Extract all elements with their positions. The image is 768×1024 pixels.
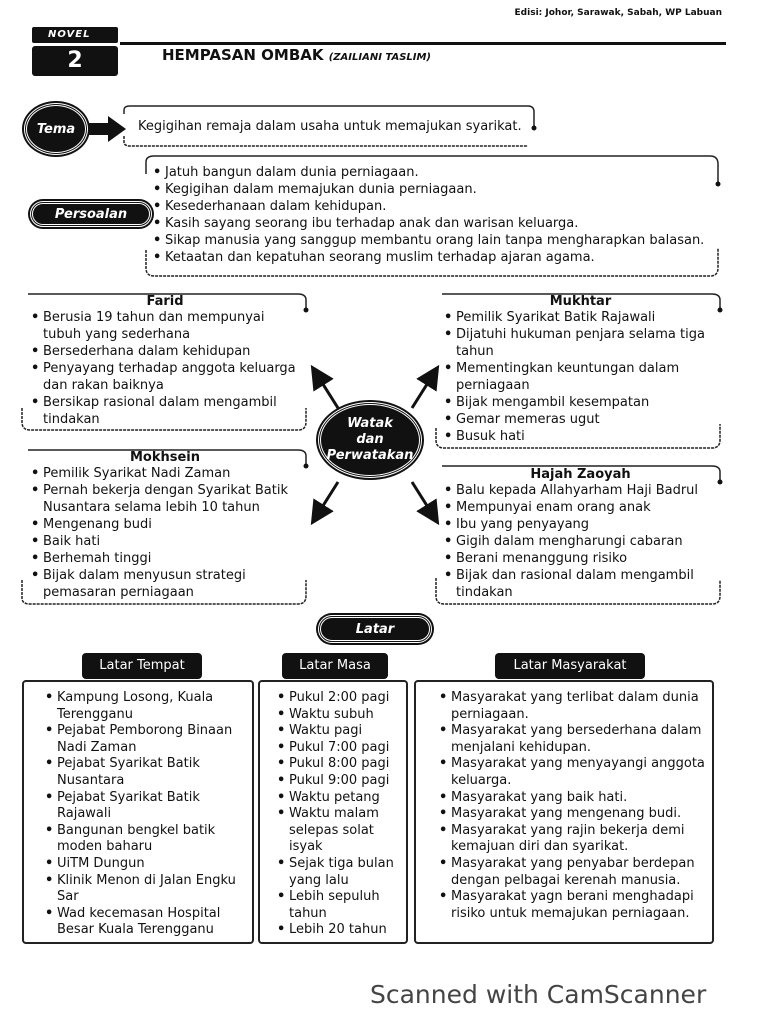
list-item: • Bijak mengambil kesempatan — [443, 394, 718, 411]
list-item: • Masyarakat yang penyabar berdepan dengan pelbagai kerenah manusia. — [438, 856, 708, 889]
list-item: • Wad kecemasan Hospital Besar Kuala Terengganu — [44, 906, 244, 939]
latar-tempat-list — [44, 690, 244, 939]
list-item: • Sikap manusia yang sanggup membantu orang lain tanpa mengharapkan balasan. — [152, 232, 704, 249]
novel-number: 2 — [32, 46, 118, 76]
latar-badge — [318, 615, 432, 643]
list-item: • Pernah bekerja dengan Syarikat Batik Nusantara selama lebih 10 tahun — [30, 482, 300, 516]
character-name: Farid — [146, 294, 184, 309]
list-item: • Kampung Losong, Kuala Terengganu — [44, 690, 244, 723]
list-item: • Pejabat Syarikat Batik Rajawali — [44, 790, 244, 823]
latar-label: Latar — [355, 621, 395, 637]
list-item: • Mementingkan keuntungan dalam perniagaan — [443, 360, 718, 394]
list-item: • Bersikap rasional dalam mengambil tindakan — [30, 394, 300, 428]
list-item: • Pemilik Syarikat Batik Rajawali — [443, 309, 718, 326]
list-item: • Berusia 19 tahun dan mempunyai tubuh yang sederhana — [30, 309, 300, 343]
list-item: • Mengenang budi — [30, 516, 300, 533]
list-item: • Waktu pagi — [276, 723, 404, 740]
header-rule — [120, 42, 726, 45]
watak-label-3: Perwatakan — [326, 448, 414, 463]
list-item: • Waktu subuh — [276, 707, 404, 724]
tema-text: Kegigihan remaja dalam usaha untuk memajukan syarikat. — [138, 119, 522, 134]
list-item: • Pejabat Syarikat Batik Nusantara — [44, 756, 244, 789]
list-item: • Bijak dan rasional dalam mengambil tindakan — [443, 567, 718, 601]
scanner-watermark: Scanned with CamScanner — [370, 980, 707, 1009]
watak-badge — [318, 402, 422, 478]
persoalan-list — [152, 164, 704, 266]
list-item: • Busuk hati — [443, 428, 718, 445]
latar-masyarakat-label: Latar Masyarakat — [496, 654, 644, 678]
list-item: • UiTM Dungun — [44, 856, 244, 873]
persoalan-badge — [30, 201, 152, 227]
character-name: Mokhsein — [129, 450, 201, 465]
list-item: • Ketaatan dan kepatuhan seorang muslim terhadap ajaran agama. — [152, 249, 704, 266]
list-item: • Masyarakat yang rajin bekerja demi kemajuan diri dan syarikat. — [438, 823, 708, 856]
list-item: • Sejak tiga bulan yang lalu — [276, 856, 404, 889]
list-item: • Ibu yang penyayang — [443, 516, 718, 533]
list-item: • Berhemah tinggi — [30, 550, 300, 567]
farid-traits — [30, 309, 300, 428]
list-item: • Masyarakat yang bersederhana dalam menjalani kehidupan. — [438, 723, 708, 756]
list-item: • Gemar memeras ugut — [443, 411, 718, 428]
novel-label: NOVEL — [32, 27, 118, 43]
zaoyah-section — [443, 467, 718, 601]
tema-label: Tema — [36, 121, 76, 137]
list-item: • Lebih 20 tahun — [276, 922, 404, 939]
novel-author: (ZAILIANI TASLIM) — [328, 52, 432, 63]
list-item: • Waktu petang — [276, 790, 404, 807]
list-item: • Kegigihan dalam memajukan dunia perniagaan. — [152, 181, 704, 198]
tema-badge — [24, 103, 88, 155]
watak-label-2: dan — [356, 432, 384, 447]
novel-title: HEMPASAN OMBAK — [162, 46, 324, 64]
list-item: • Mempunyai enam orang anak — [443, 499, 718, 516]
edition-label: Edisi: Johor, Sarawak, Sabah, WP Labuan — [514, 8, 722, 18]
list-item: • Bijak dalam menyusun strategi pemasaran perniagaan — [30, 567, 300, 601]
list-item: • Berani menanggung risiko — [443, 550, 718, 567]
zaoyah-traits — [443, 482, 718, 601]
list-item: • Waktu malam selepas solat isyak — [276, 806, 404, 856]
mukhtar-section — [443, 294, 718, 445]
list-item: • Gigih dalam mengharungi cabaran — [443, 533, 718, 550]
list-item: • Pukul 9:00 pagi — [276, 773, 404, 790]
list-item: • Masyarakat yang mengenang budi. — [438, 806, 708, 823]
latar-masyarakat-list — [438, 690, 708, 922]
list-item: • Bangunan bengkel batik moden baharu — [44, 823, 244, 856]
list-item: • Kesederhanaan dalam kehidupan. — [152, 198, 704, 215]
list-item: • Masyarakat yagn berani menghadapi risiko untuk memajukan perniagaan. — [438, 889, 708, 922]
list-item: • Lebih sepuluh tahun — [276, 889, 404, 922]
list-item: • Baik hati — [30, 533, 300, 550]
persoalan-label: Persoalan — [54, 206, 128, 222]
list-item: • Masyarakat yang baik hati. — [438, 790, 708, 807]
list-item: • Bersederhana dalam kehidupan — [30, 343, 300, 360]
character-name: Mukhtar — [549, 294, 612, 309]
list-item: • Penyayang terhadap anggota keluarga dan rakan baiknya — [30, 360, 300, 394]
mokhsein-section — [30, 450, 300, 601]
page-title — [162, 46, 431, 64]
mokhsein-traits — [30, 465, 300, 601]
list-item: • Masyarakat yang terlibat dalam dunia perniagaan. — [438, 690, 708, 723]
farid-section — [30, 294, 300, 428]
list-item: • Pukul 8:00 pagi — [276, 756, 404, 773]
latar-masa-label: Latar Masa — [283, 654, 387, 678]
latar-tempat-label: Latar Tempat — [83, 654, 201, 678]
list-item: • Pukul 2:00 pagi — [276, 690, 404, 707]
list-item: • Kasih sayang seorang ibu terhadap anak dan warisan keluarga. — [152, 215, 704, 232]
list-item: • Klinik Menon di Jalan Engku Sar — [44, 873, 244, 906]
list-item: • Pukul 7:00 pagi — [276, 740, 404, 757]
latar-masa-list — [276, 690, 404, 939]
watak-label-1: Watak — [347, 416, 393, 431]
list-item: • Masyarakat yang menyayangi anggota keluarga. — [438, 756, 708, 789]
character-name: Hajah Zaoyah — [530, 467, 631, 482]
list-item: • Pejabat Pemborong Binaan Nadi Zaman — [44, 723, 244, 756]
list-item: • Pemilik Syarikat Nadi Zaman — [30, 465, 300, 482]
mukhtar-traits — [443, 309, 718, 445]
list-item: • Jatuh bangun dalam dunia perniagaan. — [152, 164, 704, 181]
list-item: • Dijatuhi hukuman penjara selama tiga tahun — [443, 326, 718, 360]
list-item: • Balu kepada Allahyarham Haji Badrul — [443, 482, 718, 499]
